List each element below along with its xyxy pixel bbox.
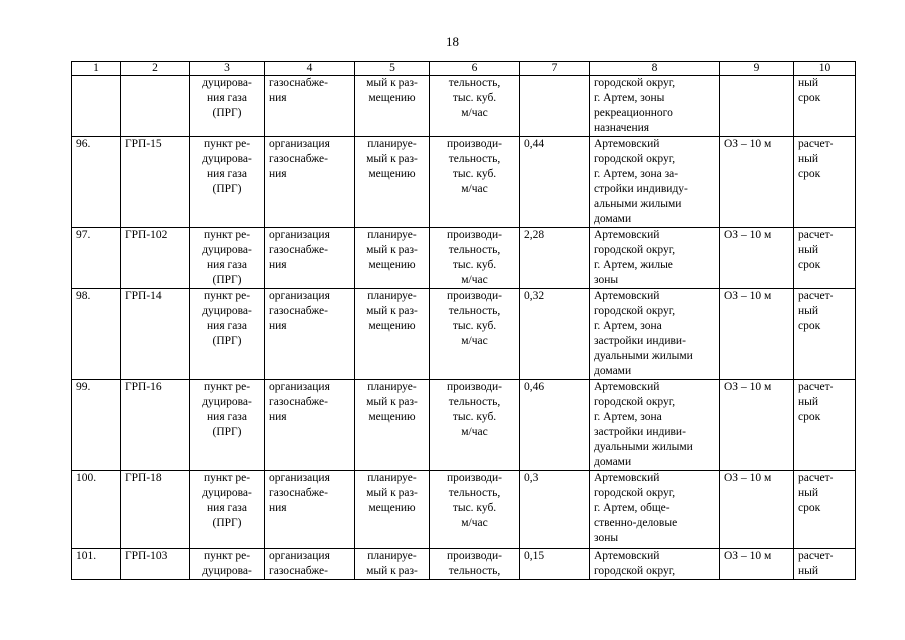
location: городской округ, г. Артем, зоны рекреационного назначения xyxy=(590,76,720,137)
status: планируе- мый к раз- мещению xyxy=(355,228,430,289)
purpose: организация газоснабже- ния xyxy=(265,380,355,471)
table-row xyxy=(72,137,856,228)
protection-zone: ОЗ – 10 м xyxy=(720,549,794,580)
characteristic-name: производи- тельность, тыс. куб. м/час xyxy=(430,289,520,380)
facility-type: пункт ре- дуцирова- ния газа (ПРГ) xyxy=(190,471,265,549)
row-number: 96. xyxy=(72,137,121,228)
status: планируе- мый к раз- мещению xyxy=(355,137,430,228)
characteristic-name: производи- тельность, тыс. куб. м/час xyxy=(430,471,520,549)
column-number: 10 xyxy=(794,62,856,76)
facility-code: ГРП-18 xyxy=(121,471,190,549)
facility-code: ГРП-15 xyxy=(121,137,190,228)
column-number: 5 xyxy=(355,62,430,76)
protection-zone: ОЗ – 10 м xyxy=(720,471,794,549)
location: Артемовский городской округ, г. Артем, жилые зоны xyxy=(590,228,720,289)
table-row xyxy=(72,76,856,137)
purpose: организация газоснабже- ния xyxy=(265,137,355,228)
table-row xyxy=(72,228,856,289)
characteristic-name: производи- тельность, тыс. куб. м/час xyxy=(430,380,520,471)
row-number: 97. xyxy=(72,228,121,289)
table-row xyxy=(72,289,856,380)
column-number: 9 xyxy=(720,62,794,76)
row-number: 98. xyxy=(72,289,121,380)
characteristic-name: производи- тельность, тыс. куб. м/час xyxy=(430,228,520,289)
protection-zone xyxy=(720,76,794,137)
characteristic-value: 0,46 xyxy=(520,380,590,471)
implementation-term: расчет- ный xyxy=(794,549,856,580)
characteristic-name: тельность, тыс. куб. м/час xyxy=(430,76,520,137)
status: планируе- мый к раз- мещению xyxy=(355,380,430,471)
location: Артемовский городской округ, г. Артем, зона застройки индиви- дуальными жилыми домами xyxy=(590,380,720,471)
status: планируе- мый к раз- мещению xyxy=(355,471,430,549)
implementation-term: расчет- ный срок xyxy=(794,471,856,549)
location: Артемовский городской округ, xyxy=(590,549,720,580)
implementation-term: ный срок xyxy=(794,76,856,137)
table-row xyxy=(72,549,856,580)
facility-code: ГРП-16 xyxy=(121,380,190,471)
row-number: 101. xyxy=(72,549,121,580)
gas-facilities-table xyxy=(71,61,856,580)
facility-type: пункт ре- дуцирова- ния газа (ПРГ) xyxy=(190,289,265,380)
facility-type: пункт ре- дуцирова- ния газа (ПРГ) xyxy=(190,380,265,471)
column-number: 8 xyxy=(590,62,720,76)
purpose: организация газоснабже- xyxy=(265,549,355,580)
facility-type: дуцирова- ния газа (ПРГ) xyxy=(190,76,265,137)
column-number: 1 xyxy=(72,62,121,76)
location: Артемовский городской округ, г. Артем, зона за- стройки индивиду- альными жилыми домами xyxy=(590,137,720,228)
page-number: 18 xyxy=(446,34,459,49)
implementation-term: расчет- ный срок xyxy=(794,289,856,380)
protection-zone: ОЗ – 10 м xyxy=(720,228,794,289)
table-row xyxy=(72,380,856,471)
row-number: 100. xyxy=(72,471,121,549)
row-number: 99. xyxy=(72,380,121,471)
column-number: 7 xyxy=(520,62,590,76)
facility-type: пункт ре- дуцирова- ния газа (ПРГ) xyxy=(190,137,265,228)
characteristic-name: производи- тельность, xyxy=(430,549,520,580)
status: мый к раз- мещению xyxy=(355,76,430,137)
column-number: 4 xyxy=(265,62,355,76)
characteristic-value: 0,15 xyxy=(520,549,590,580)
column-number: 3 xyxy=(190,62,265,76)
column-number: 6 xyxy=(430,62,520,76)
column-number-header-row xyxy=(72,62,856,76)
characteristic-value: 0,44 xyxy=(520,137,590,228)
protection-zone: ОЗ – 10 м xyxy=(720,137,794,228)
location: Артемовский городской округ, г. Артем, зона застройки индиви- дуальными жилыми домами xyxy=(590,289,720,380)
status: планируе- мый к раз- мещению xyxy=(355,289,430,380)
characteristic-value: 0,3 xyxy=(520,471,590,549)
facility-type: пункт ре- дуцирова- xyxy=(190,549,265,580)
purpose: организация газоснабже- ния xyxy=(265,228,355,289)
characteristic-name: производи- тельность, тыс. куб. м/час xyxy=(430,137,520,228)
row-number xyxy=(72,76,121,137)
characteristic-value xyxy=(520,76,590,137)
facility-type: пункт ре- дуцирова- ния газа (ПРГ) xyxy=(190,228,265,289)
facility-code: ГРП-14 xyxy=(121,289,190,380)
facility-code: ГРП-103 xyxy=(121,549,190,580)
implementation-term: расчет- ный срок xyxy=(794,228,856,289)
protection-zone: ОЗ – 10 м xyxy=(720,289,794,380)
implementation-term: расчет- ный срок xyxy=(794,137,856,228)
facility-code: ГРП-102 xyxy=(121,228,190,289)
implementation-term: расчет- ный срок xyxy=(794,380,856,471)
characteristic-value: 2,28 xyxy=(520,228,590,289)
purpose: организация газоснабже- ния xyxy=(265,471,355,549)
characteristic-value: 0,32 xyxy=(520,289,590,380)
status: планируе- мый к раз- xyxy=(355,549,430,580)
protection-zone: ОЗ – 10 м xyxy=(720,380,794,471)
table-row xyxy=(72,471,856,549)
location: Артемовский городской округ, г. Артем, обще- ственно-деловые зоны xyxy=(590,471,720,549)
facility-code xyxy=(121,76,190,137)
purpose: организация газоснабже- ния xyxy=(265,289,355,380)
column-number: 2 xyxy=(121,62,190,76)
purpose: газоснабже- ния xyxy=(265,76,355,137)
